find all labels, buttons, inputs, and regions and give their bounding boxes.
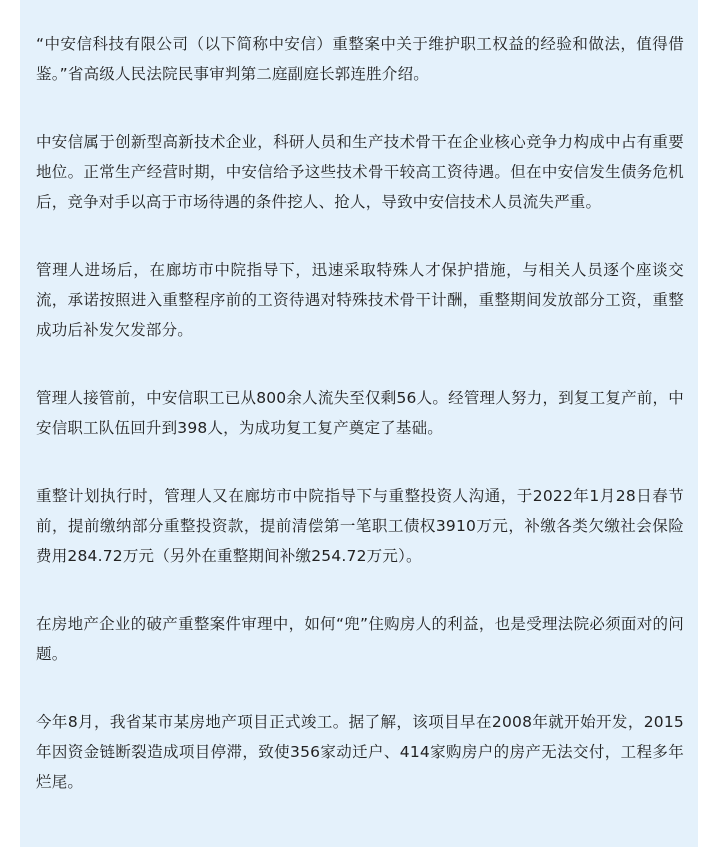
- paragraph-talent-protection: 管理人进场后，在廊坊市中院指导下，迅速采取特殊人才保护措施，与相关人员逐个座谈交流，承诺按照进入重整程序前的工资待遇对特殊技术骨干计酬，重整期间发放部分工资，重整成功后补发欠发部分。: [36, 261, 684, 339]
- article-body: [20, 0, 698, 847]
- paragraph-quote-intro: “中安信科技有限公司（以下简称中安信）重整案中关于维护职工权益的经验和做法，值得借鉴。”省高级人民法院民事审判第二庭副庭长郭连胜介绍。: [36, 35, 684, 83]
- paragraph-workforce-recovery: 管理人接管前，中安信职工已从800余人流失至仅剩56人。经管理人努力，到复工复产前，中安信职工队伍回升到398人，为成功复工复产奠定了基础。: [36, 389, 684, 437]
- paragraph-debt-repayment: 重整计划执行时，管理人又在廊坊市中院指导下与重整投资人沟通，于2022年1月28日春节前，提前缴纳部分重整投资款，提前清偿第一笔职工债权3910万元，补缴各类欠缴社会保险费用284.72万元（另外在重整期间补缴254.72万元）。: [36, 487, 684, 565]
- paragraph-real-estate-question: 在房地产企业的破产重整案件审理中，如何“兜”住购房人的利益，也是受理法院必须面对的问题。: [36, 615, 684, 663]
- paragraph-company-background: 中安信属于创新型高新技术企业，科研人员和生产技术骨干在企业核心竞争力构成中占有重要地位。正常生产经营时期，中安信给予这些技术骨干较高工资待遇。但在中安信发生债务危机后，竞争对手以高于市场待遇的条件挖人、抢人，导致中安信技术人员流失严重。: [36, 133, 684, 211]
- paragraph-project-completion: 今年8月，我省某市某房地产项目正式竣工。据了解，该项目早在2008年就开始开发，2015年因资金链断裂造成项目停滞，致使356家动迁户、414家购房户的房产无法交付，工程多年烂尾。: [36, 713, 684, 791]
